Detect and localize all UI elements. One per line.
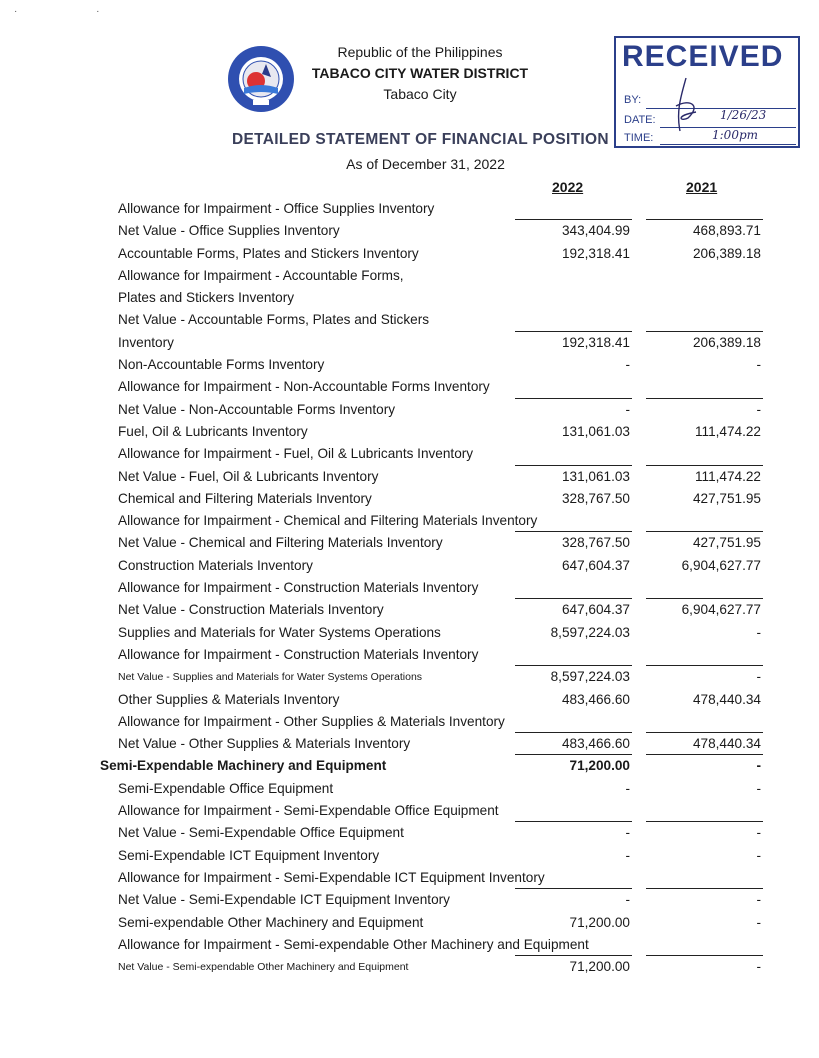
- row-label: Supplies and Materials for Water Systems Operations: [118, 624, 441, 640]
- table-row: [0, 309, 819, 331]
- value-2021: 206,389.18: [692, 245, 761, 261]
- value-2022: 71,200.00: [569, 758, 630, 774]
- value-2021: 478,440.34: [692, 736, 761, 752]
- value-2021: -: [756, 892, 761, 908]
- value-2021: 6,904,627.77: [681, 602, 761, 618]
- table-row: [0, 934, 819, 956]
- scan-specks: · ·: [14, 6, 138, 17]
- republic-line: Republic of the Philippines: [337, 44, 503, 60]
- row-label: Allowance for Impairment - Construction Materials Inventory: [118, 580, 479, 596]
- stamp-time-line: [660, 144, 796, 145]
- row-label: Allowance for Impairment - Semi-expendable Other Machinery and Equipment: [118, 936, 589, 952]
- value-2021: 478,440.34: [692, 691, 761, 707]
- table-row: [0, 532, 819, 554]
- table-row: [0, 800, 819, 822]
- row-label: Chemical and Filtering Materials Inventory: [118, 490, 372, 506]
- stamp-time-label: TIME:: [624, 132, 654, 144]
- table-row: [0, 822, 819, 844]
- value-2021: -: [756, 959, 761, 975]
- row-label: Allowance for Impairment - Semi-Expendable Office Equipment: [118, 803, 499, 819]
- value-2022: 71,200.00: [569, 914, 630, 930]
- value-2022: 8,597,224.03: [550, 669, 630, 685]
- table-row: [0, 755, 819, 777]
- value-2022: 483,466.60: [561, 736, 630, 752]
- row-label: Net Value - Fuel, Oil & Lubricants Inventory: [118, 468, 379, 484]
- row-label: Accountable Forms, Plates and Stickers Inventory: [118, 245, 419, 261]
- value-2021: -: [756, 780, 761, 796]
- stamp-time-value: 1:00pm: [712, 128, 759, 142]
- row-label: Construction Materials Inventory: [118, 557, 313, 573]
- value-2022: 192,318.41: [561, 334, 630, 350]
- value-2022: 328,767.50: [561, 535, 630, 551]
- water-district-seal-icon: [226, 44, 296, 114]
- table-row: [0, 198, 819, 220]
- value-2021: -: [756, 357, 761, 373]
- row-label: Net Value - Supplies and Materials for Water Systems Operations: [118, 671, 423, 684]
- table-row: [0, 332, 819, 354]
- table-row: [0, 889, 819, 911]
- value-2021: 111,474.22: [694, 468, 761, 484]
- value-2022: 131,061.03: [561, 423, 630, 439]
- value-2021: -: [756, 847, 761, 863]
- row-label: Semi-Expendable ICT Equipment Inventory: [118, 847, 380, 863]
- value-2021: 427,751.95: [692, 490, 761, 506]
- value-2022: 343,404.99: [561, 223, 630, 239]
- table-row: [0, 243, 819, 265]
- value-2021: 468,893.71: [692, 223, 761, 239]
- value-2022: -: [625, 825, 630, 841]
- value-2021: 6,904,627.77: [681, 557, 761, 573]
- value-2021: -: [756, 825, 761, 841]
- row-label: Allowance for Impairment - Other Supplies & Materials Inventory: [118, 713, 505, 729]
- row-label: Net Value - Chemical and Filtering Materials Inventory: [118, 535, 443, 551]
- table-row: [0, 599, 819, 621]
- value-2022: -: [625, 892, 630, 908]
- table-row: [0, 421, 819, 443]
- table-row: [0, 555, 819, 577]
- table-row: [0, 466, 819, 488]
- value-2021: -: [756, 624, 761, 640]
- table-row: [0, 845, 819, 867]
- table-row: [0, 689, 819, 711]
- row-label: Net Value - Semi-Expendable ICT Equipment Inventory: [118, 892, 450, 908]
- value-2022: 8,597,224.03: [550, 624, 630, 640]
- value-2021: 427,751.95: [692, 535, 761, 551]
- row-label: Allowance for Impairment - Accountable Forms,: [118, 267, 404, 283]
- table-row: [0, 376, 819, 398]
- row-label: Net Value - Semi-Expendable Office Equipment: [118, 825, 404, 841]
- table-row: [0, 666, 819, 688]
- value-2022: 647,604.37: [561, 602, 630, 618]
- table-row: [0, 577, 819, 599]
- value-2021: -: [756, 669, 761, 685]
- value-2021: -: [756, 758, 761, 774]
- city-name: Tabaco City: [383, 86, 457, 102]
- signature-icon: [656, 76, 716, 136]
- table-row: [0, 220, 819, 242]
- value-2021: -: [756, 914, 761, 930]
- as-of-date: As of December 31, 2022: [346, 156, 505, 172]
- column-header-2022: 2022: [552, 179, 584, 195]
- row-label: Allowance for Impairment - Semi-Expendable ICT Equipment Inventory: [118, 869, 545, 885]
- table-row: [0, 867, 819, 889]
- row-label: Semi-Expendable Machinery and Equipment: [100, 758, 387, 774]
- value-2022: -: [625, 780, 630, 796]
- row-label: Semi-Expendable Office Equipment: [118, 780, 334, 796]
- district-name: TABACO CITY WATER DISTRICT: [311, 65, 529, 81]
- row-label: Net Value - Semi-expendable Other Machinery and Equipment: [118, 961, 409, 974]
- table-row: [0, 622, 819, 644]
- row-label: Allowance for Impairment - Office Supplies Inventory: [118, 201, 435, 216]
- table-row: [0, 711, 819, 733]
- row-label: Semi-expendable Other Machinery and Equipment: [118, 914, 424, 930]
- stamp-by-label: BY:: [624, 94, 642, 106]
- row-label: Allowance for Impairment - Chemical and Filtering Materials Inventory: [118, 513, 538, 529]
- value-2022: 71,200.00: [569, 959, 630, 975]
- row-label: Net Value - Non-Accountable Forms Inventory: [118, 401, 396, 417]
- value-2022: -: [625, 401, 630, 417]
- row-label: Fuel, Oil & Lubricants Inventory: [118, 423, 308, 439]
- row-label: Inventory: [118, 334, 174, 350]
- table-row: [0, 354, 819, 376]
- row-label: Non-Accountable Forms Inventory: [118, 357, 325, 373]
- page-title: DETAILED STATEMENT OF FINANCIAL POSITION: [232, 131, 609, 148]
- row-label: Net Value - Office Supplies Inventory: [118, 223, 340, 239]
- value-2022: -: [625, 357, 630, 373]
- table-row: [0, 443, 819, 465]
- table-row: [0, 778, 819, 800]
- table-row: [0, 644, 819, 666]
- table-row: [0, 956, 819, 978]
- row-label: Plates and Stickers Inventory: [118, 290, 295, 306]
- stamp-date-value: 1/26/23: [720, 108, 767, 122]
- table-row: [0, 510, 819, 532]
- value-2021: -: [756, 401, 761, 417]
- table-row: [0, 912, 819, 934]
- row-label: Net Value - Other Supplies & Materials Inventory: [118, 736, 411, 752]
- statement-table: [0, 198, 819, 978]
- row-label: Allowance for Impairment - Non-Accountable Forms Inventory: [118, 379, 490, 395]
- table-row: [0, 399, 819, 421]
- row-label: Net Value - Construction Materials Inventory: [118, 602, 384, 618]
- value-2022: 192,318.41: [561, 245, 630, 261]
- received-text: RECEIVED: [622, 40, 784, 73]
- value-2022: 483,466.60: [561, 691, 630, 707]
- value-2021: 206,389.18: [692, 334, 761, 350]
- value-2022: 328,767.50: [561, 490, 630, 506]
- table-row: [0, 733, 819, 755]
- row-label: Allowance for Impairment - Fuel, Oil & Lubricants Inventory: [118, 446, 474, 462]
- table-row: [0, 488, 819, 510]
- table-row: [0, 265, 819, 287]
- stamp-date-label: DATE:: [624, 114, 656, 126]
- value-2022: -: [625, 847, 630, 863]
- table-row: [0, 287, 819, 309]
- row-label: Net Value - Accountable Forms, Plates and Stickers: [118, 312, 430, 328]
- received-stamp: [614, 36, 800, 148]
- page-subtitle: [0, 156, 819, 172]
- row-label: Other Supplies & Materials Inventory: [118, 691, 340, 707]
- row-label: Allowance for Impairment - Construction Materials Inventory: [118, 646, 479, 662]
- column-header-2021: 2021: [686, 179, 718, 195]
- value-2022: 131,061.03: [561, 468, 630, 484]
- value-2022: 647,604.37: [561, 557, 630, 573]
- value-2021: 111,474.22: [694, 423, 761, 439]
